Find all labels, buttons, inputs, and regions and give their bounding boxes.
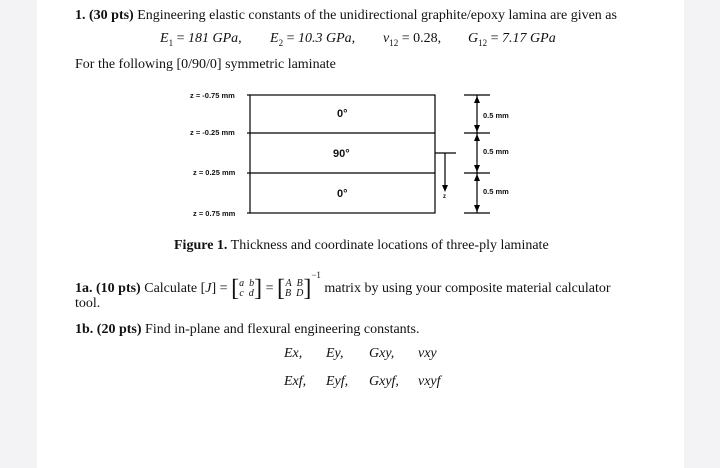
flexural-constant-nuxy: νxyf (418, 374, 441, 389)
constant-e2: $E_2 = 10.3$ GPa, (270, 31, 356, 48)
inplane-constant-ey: Ey, (326, 346, 344, 361)
flexural-constant-ey: Eyf, (326, 374, 349, 389)
question-number: 1. (75, 8, 86, 23)
z-label-top: z = -0.75 mm (190, 91, 235, 100)
z-label-lower: z = 0.25 mm (193, 168, 236, 177)
laminate-description: For the following [0/90/0] symmetric laminate (75, 57, 336, 72)
part-b: 1b. (20 pts) Find in-plane and flexural engineering constants. (75, 322, 420, 337)
j-matrix-expression: [J] = [a b c d] = [A B B D]$^{-1}$ (200, 270, 321, 302)
inplane-constant-nuxy: νxy (418, 346, 437, 361)
abcd-matrix: a b c d (239, 277, 255, 299)
constant-g12: $G_{12} = 7.17$ GPa (468, 31, 556, 48)
figure-caption: Figure 1. Thickness and coordinate locations of three-ply laminate (174, 238, 549, 253)
inplane-constant-ex: Ex, (284, 346, 303, 361)
z-axis-label: z (443, 194, 446, 200)
constant-e1: $E_1 = 181$ GPa, (160, 31, 242, 48)
z-label-upper: z = -0.25 mm (190, 128, 235, 137)
thickness-label-1: 0.5 mm (483, 111, 509, 120)
question-text: Engineering elastic constants of the unidirectional graphite/epoxy lamina are given as (137, 8, 617, 23)
part-a: 1a. (10 pts) Calculate [J] = [a b c d] = [A B B D]$^{-1}$ matrix by using your composite material calculator (75, 270, 611, 302)
thickness-label-3: 0.5 mm (483, 187, 509, 196)
part-a-line2: tool. (75, 296, 101, 311)
question-points: (30 pts) (89, 8, 134, 23)
constant-nu12: $\nu_{12} = 0.28$, (383, 31, 442, 48)
ply-angle-1: 0° (337, 108, 348, 120)
ABD-matrix: A B B D (284, 277, 304, 299)
ply-angle-2: 90° (333, 148, 350, 160)
z-label-bottom: z = 0.75 mm (193, 209, 236, 218)
ply-angle-3: 0° (337, 188, 348, 200)
inplane-constant-gxy: Gxy, (369, 346, 395, 361)
flexural-constant-gxy: Gxyf, (369, 374, 399, 389)
thickness-label-2: 0.5 mm (483, 147, 509, 156)
flexural-constant-ex: Exf, (284, 374, 307, 389)
